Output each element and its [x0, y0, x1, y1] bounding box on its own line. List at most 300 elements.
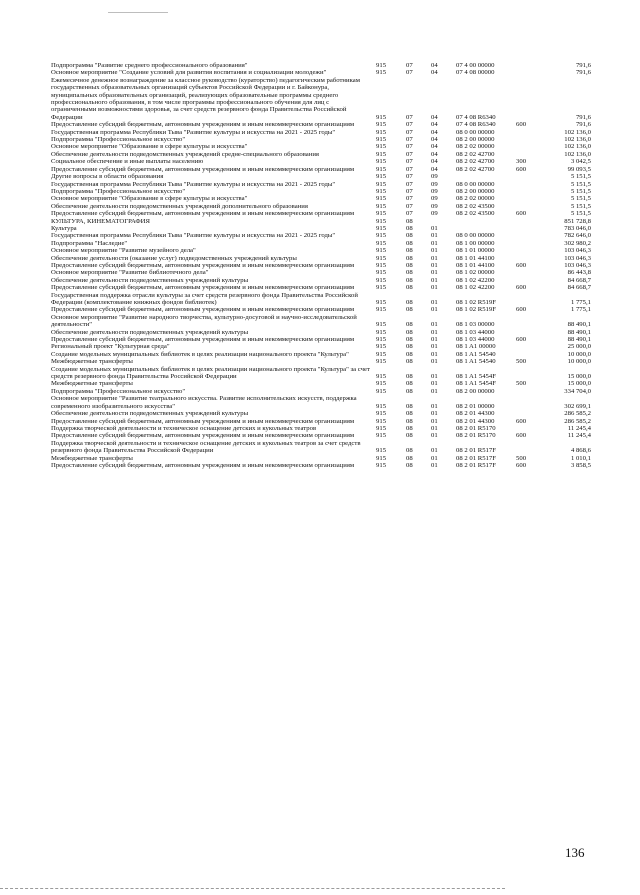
ministry-code: 915	[376, 143, 387, 151]
subsection-code: 09	[431, 173, 438, 181]
subsection-code: 04	[431, 136, 438, 144]
table-row	[51, 336, 591, 343]
expense-type-code	[516, 425, 542, 432]
expense-type-code	[516, 277, 542, 284]
budget-item-name: Подпрограмма "Профессиональное искусство"	[51, 136, 186, 144]
ministry-code: 915	[376, 461, 387, 469]
ministry-code: 915	[376, 202, 387, 210]
amount: 10 000,0	[567, 358, 591, 366]
amount: 15 000,0	[567, 373, 591, 381]
subsection-code: 01	[431, 454, 438, 462]
amount: 5 151,5	[570, 202, 591, 210]
subsection-code: 01	[431, 380, 438, 388]
expense-type-code	[516, 218, 542, 225]
budget-item-name: Подпрограмма "Развитие среднего профессионального образования"	[51, 62, 248, 69]
subsection-code: 04	[431, 158, 438, 166]
table-row	[51, 380, 591, 387]
target-article-code: 08 2 01 44300	[456, 417, 495, 425]
ministry-code: 915	[376, 321, 387, 329]
section-code: 07	[406, 136, 413, 144]
amount: 851 728,8	[564, 217, 591, 225]
amount: 5 151,5	[570, 173, 591, 181]
section-code: 08	[406, 276, 413, 284]
expense-type-code: 600	[516, 306, 527, 314]
subsection-code: 01	[431, 410, 438, 418]
subsection-code: 01	[431, 284, 438, 292]
target-article-code: 08 1 A1 00000	[456, 343, 496, 351]
table-row	[51, 225, 591, 232]
subsection-code: 04	[431, 113, 438, 121]
target-article-code	[456, 173, 516, 180]
amount: 286 585,2	[564, 410, 591, 418]
expense-type-code	[516, 314, 542, 329]
expense-type-code	[516, 188, 542, 195]
table-row	[51, 129, 591, 136]
target-article-code: 08 1 03 00000	[456, 321, 495, 329]
subsection-code: 04	[431, 69, 438, 77]
table-row	[51, 188, 591, 195]
section-code: 08	[406, 402, 413, 410]
expense-type-code: 600	[516, 284, 527, 292]
subsection-code: 01	[431, 306, 438, 314]
ministry-code: 915	[376, 128, 387, 136]
subsection-code: 01	[431, 276, 438, 284]
expense-type-code	[516, 366, 542, 381]
budget-item-name: Межбюджетные трансферты	[51, 454, 133, 462]
expense-type-code	[516, 69, 542, 76]
target-article-code: 08 1 03 44000	[456, 336, 495, 344]
budget-item-name: Межбюджетные трансферты	[51, 380, 133, 388]
section-code: 08	[406, 417, 413, 425]
section-code: 07	[406, 128, 413, 136]
amount: 102 136,0	[564, 136, 591, 144]
ministry-code: 915	[376, 328, 387, 336]
budget-item-name: Предоставление субсидий бюджетным, автономным учреждениям и иным некоммерческим организациям	[51, 261, 355, 269]
amount: 791,6	[575, 113, 591, 121]
section-code: 07	[406, 187, 413, 195]
budget-item-name: Предоставление субсидий бюджетным, автономным учреждениям и иным некоммерческим организациям	[51, 417, 355, 425]
table-row	[51, 62, 591, 69]
expense-type-code	[516, 151, 542, 158]
ministry-code: 915	[376, 62, 387, 69]
section-code: 07	[406, 195, 413, 203]
table-row	[51, 166, 591, 173]
target-article-code: 08 2 00 00000	[456, 187, 495, 195]
subsection-code: 01	[431, 358, 438, 366]
amount: 25 000,0	[567, 343, 591, 351]
table-row	[51, 462, 591, 469]
section-code: 07	[406, 121, 413, 129]
subsection-code: 09	[431, 180, 438, 188]
budget-item-name: Предоставление субсидий бюджетным, автономным учреждениям и иным некоммерческим организациям	[51, 165, 355, 173]
section-code: 08	[406, 239, 413, 247]
ministry-code: 915	[376, 217, 387, 225]
table-row	[51, 292, 591, 307]
target-article-code: 08 2 02 43500	[456, 210, 495, 218]
expense-type-code	[516, 292, 542, 307]
target-article-code: 08 2 01 R5170	[456, 424, 496, 432]
ministry-code: 915	[376, 269, 387, 277]
expense-type-code	[516, 255, 542, 262]
expense-type-code	[516, 77, 542, 121]
subsection-code: 09	[431, 202, 438, 210]
budget-item-name: Основное мероприятие "Развитие народного творчества, культурно-досуговой и научно-исследовательской деятельности"	[51, 313, 357, 329]
amount: 88 490,1	[567, 328, 591, 336]
table-row	[51, 240, 591, 247]
subsection-code: 01	[431, 373, 438, 381]
section-code: 08	[406, 380, 413, 388]
target-article-code: 08 1 02 00000	[456, 269, 495, 277]
subsection-code: 01	[431, 328, 438, 336]
expense-type-code: 600	[516, 165, 527, 173]
subsection-code: 01	[431, 247, 438, 255]
budget-table-body	[51, 62, 591, 469]
table-row	[51, 218, 591, 225]
table-row	[51, 151, 591, 158]
amount: 783 046,0	[564, 224, 591, 232]
amount: 11 245,4	[567, 424, 591, 432]
target-article-code: 08 2 02 42700	[456, 158, 495, 166]
budget-item-name: Основное мероприятие "Развитие музейного дела"	[51, 247, 196, 255]
ministry-code: 915	[376, 69, 387, 77]
subsection-code: 09	[431, 210, 438, 218]
section-code: 07	[406, 165, 413, 173]
ministry-code: 915	[376, 195, 387, 203]
budget-item-name: Предоставление субсидий бюджетным, автономным учреждениям и иным некоммерческим организациям	[51, 336, 355, 344]
budget-item-name: Предоставление субсидий бюджетным, автономным учреждениям и иным некоммерческим организациям	[51, 284, 355, 292]
table-row	[51, 232, 591, 239]
target-article-code: 08 1 02 42200	[456, 276, 495, 284]
expense-type-code	[516, 410, 542, 417]
expense-type-code	[516, 388, 542, 395]
amount: 5 151,5	[570, 187, 591, 195]
amount: 88 490,1	[567, 321, 591, 329]
budget-item-name: Обеспечение деятельности подведомственных учреждений культуры	[51, 276, 249, 284]
amount: 3 858,5	[570, 461, 591, 469]
amount: 102 136,0	[564, 143, 591, 151]
ministry-code: 915	[376, 136, 387, 144]
section-code: 08	[406, 306, 413, 314]
section-code: 08	[406, 461, 413, 469]
target-article-code: 08 2 02 00000	[456, 195, 495, 203]
amount: 103 046,3	[564, 261, 591, 269]
budget-item-name: Государственная поддержка отрасли культуры за счет средств резервного фонда Правительства Российской Федерации (комплектование книжных фондов библиотек)	[51, 291, 358, 306]
amount: 5 151,5	[570, 180, 591, 188]
expense-type-code	[516, 195, 542, 202]
ministry-code: 915	[376, 150, 387, 158]
amount: 286 585,2	[564, 417, 591, 425]
expense-type-code: 500	[516, 454, 527, 462]
subsection-code: 04	[431, 128, 438, 136]
expense-type-code	[516, 62, 542, 69]
subsection-code	[431, 218, 456, 225]
target-article-code: 08 1 02 42200	[456, 284, 495, 292]
section-code: 08	[406, 454, 413, 462]
amount: 791,6	[575, 121, 591, 129]
ministry-code: 915	[376, 432, 387, 440]
table-row	[51, 247, 591, 254]
budget-item-name: Основное мероприятие "Образование в сфере культуры и искусства"	[51, 143, 248, 151]
target-article-code: 08 2 02 42700	[456, 165, 495, 173]
table-row	[51, 314, 591, 329]
ministry-code: 915	[376, 158, 387, 166]
table-row	[51, 395, 591, 410]
ministry-code: 915	[376, 380, 387, 388]
budget-item-name: Обеспечение деятельности подведомственных учреждений культуры	[51, 410, 249, 418]
budget-item-name: Основное мероприятие "Создание условий для развития воспитания и социализации молодежи"	[51, 69, 327, 77]
table-row	[51, 306, 591, 313]
expense-type-code	[516, 225, 542, 232]
subsection-code: 01	[431, 321, 438, 329]
budget-item-name: Государственная программа Республики Тыва "Развитие культуры и искусства на 2021 - 2025 годы"	[51, 128, 336, 136]
budget-item-name: Подпрограмма "Профессиональное искусство"	[51, 387, 186, 395]
ministry-code: 915	[376, 454, 387, 462]
table-row	[51, 351, 591, 358]
table-row	[51, 121, 591, 128]
section-code: 08	[406, 387, 413, 395]
section-code: 08	[406, 232, 413, 240]
table-row	[51, 329, 591, 336]
amount: 3 042,5	[570, 158, 591, 166]
expense-type-code: 500	[516, 380, 527, 388]
section-code: 08	[406, 321, 413, 329]
section-code: 08	[406, 247, 413, 255]
budget-item-name: Межбюджетные трансферты	[51, 358, 133, 366]
target-article-code: 08 2 02 43500	[456, 202, 495, 210]
subsection-code: 01	[431, 299, 438, 306]
subsection-code: 04	[431, 143, 438, 151]
ministry-code: 915	[376, 373, 387, 381]
budget-item-name: Обеспечение деятельности подведомственных учреждений культуры	[51, 328, 249, 336]
budget-item-name: Обеспечение деятельности (оказание услуг) подведомственных учреждений культуры	[51, 254, 297, 262]
expense-type-code	[516, 173, 542, 180]
expense-type-code	[516, 232, 542, 239]
budget-item-name: Создание модельных муниципальных библиотек в целях реализации национального проекта "Культура" за счет средств резервного фонда Правительства Российской Федерации	[51, 365, 370, 381]
footer-rule	[0, 888, 505, 889]
subsection-code: 04	[431, 165, 438, 173]
amount: 88 490,1	[567, 336, 591, 344]
table-row	[51, 143, 591, 150]
ministry-code: 915	[376, 247, 387, 255]
budget-item-name: Подпрограмма "Профессиональное искусство"	[51, 187, 186, 195]
budget-table	[51, 62, 591, 469]
table-row	[51, 418, 591, 425]
table-row	[51, 203, 591, 210]
amount: 5 151,5	[570, 210, 591, 218]
section-code: 08	[406, 373, 413, 381]
target-article-code: 08 2 01 R517F	[456, 454, 496, 462]
target-article-code: 08 1 01 44100	[456, 261, 495, 269]
ministry-code: 915	[376, 121, 387, 129]
expense-type-code	[516, 440, 542, 455]
target-article-code: 08 2 01 44300	[456, 410, 495, 418]
table-row	[51, 173, 591, 180]
section-code: 08	[406, 224, 413, 232]
budget-item-name: Основное мероприятие "Развитие библиотечного дела"	[51, 269, 209, 277]
table-row	[51, 262, 591, 269]
expense-type-code	[516, 143, 542, 150]
target-article-code	[456, 218, 516, 225]
section-code: 07	[406, 113, 413, 121]
ministry-code: 915	[376, 350, 387, 358]
subsection-code: 01	[431, 261, 438, 269]
budget-item-name: Обеспечение деятельности подведомственных учреждений средне-специального образования	[51, 150, 320, 158]
expense-type-code: 500	[516, 358, 527, 366]
amount: 102 136,0	[564, 150, 591, 158]
expense-type-code: 600	[516, 121, 527, 129]
budget-item-name: Поддержка творческой деятельности и техническое оснащение детских и кукольных театров за счет средств резервного фонда Правительства Российской Федерации	[51, 439, 361, 455]
budget-item-name: Социальное обеспечение и иные выплаты населению	[51, 158, 204, 166]
expense-type-code	[516, 329, 542, 336]
expense-type-code	[516, 203, 542, 210]
section-code: 07	[406, 62, 413, 69]
budget-item-name: Государственная программа Республики Тыва "Развитие культуры и искусства на 2021 - 2025 годы"	[51, 232, 336, 240]
ministry-code: 915	[376, 276, 387, 284]
budget-item-name: Государственная программа Республики Тыва "Развитие культуры и искусства на 2021 - 2025 годы"	[51, 180, 336, 188]
expense-type-code: 600	[516, 261, 527, 269]
amount: 102 136,0	[564, 128, 591, 136]
amount: 791,6	[575, 69, 591, 77]
ministry-code: 915	[376, 306, 387, 314]
subsection-code: 01	[431, 447, 438, 455]
amount: 99 093,5	[567, 165, 591, 173]
ministry-code: 915	[376, 165, 387, 173]
table-row	[51, 210, 591, 217]
budget-item-name: Предоставление субсидий бюджетным, автономным учреждениям и иным некоммерческим организациям	[51, 121, 355, 129]
budget-item-name: Предоставление субсидий бюджетным, автономным учреждениям и иным некоммерческим организациям	[51, 461, 355, 469]
target-article-code: 07 4 08 R6340	[456, 113, 496, 121]
subsection-code: 01	[431, 336, 438, 344]
section-code: 08	[406, 410, 413, 418]
subsection-code: 01	[431, 343, 438, 351]
expense-type-code: 600	[516, 210, 527, 218]
section-code: 07	[406, 158, 413, 166]
target-article-code: 08 2 01 R517F	[456, 461, 496, 469]
ministry-code: 915	[376, 387, 387, 395]
section-code: 07	[406, 202, 413, 210]
ministry-code: 915	[376, 261, 387, 269]
target-article-code: 08 1 A1 54540	[456, 350, 496, 358]
table-row	[51, 284, 591, 291]
section-code: 08	[406, 328, 413, 336]
budget-item-name: Культура	[51, 224, 77, 232]
ministry-code: 915	[376, 254, 387, 262]
table-row	[51, 181, 591, 188]
subsection-code: 01	[431, 387, 438, 395]
ministry-code: 915	[376, 299, 387, 306]
amount: 15 000,0	[567, 380, 591, 388]
target-article-code	[456, 225, 516, 232]
budget-item-name: Другие вопросы в области образования	[51, 173, 164, 181]
target-article-code: 08 2 02 42700	[456, 150, 495, 158]
target-article-code: 08 1 02 R519F	[456, 299, 496, 306]
amount: 302 699,1	[564, 402, 591, 410]
table-row	[51, 425, 591, 432]
subsection-code: 04	[431, 62, 438, 69]
target-article-code: 08 1 A1 54540	[456, 358, 496, 366]
ministry-code: 915	[376, 424, 387, 432]
budget-item-name: Региональный проект "Культурная среда"	[51, 343, 170, 351]
expense-type-code	[516, 129, 542, 136]
target-article-code: 08 0 00 00000	[456, 128, 495, 136]
subsection-code: 01	[431, 417, 438, 425]
table-row	[51, 77, 591, 121]
target-article-code: 08 2 00 00000	[456, 136, 495, 144]
subsection-code: 01	[431, 224, 438, 232]
target-article-code: 08 0 00 00000	[456, 180, 495, 188]
amount: 334 704,0	[564, 387, 591, 395]
table-row	[51, 195, 591, 202]
amount: 103 046,3	[564, 247, 591, 255]
target-article-code: 08 1 03 44000	[456, 328, 495, 336]
target-article-code: 08 1 A1 5454F	[456, 380, 496, 388]
target-article-code: 08 0 00 00000	[456, 232, 495, 240]
table-row	[51, 432, 591, 439]
ministry-code: 915	[376, 417, 387, 425]
subsection-code: 04	[431, 121, 438, 129]
ministry-code: 915	[376, 224, 387, 232]
section-code: 07	[406, 69, 413, 77]
budget-item-name: Поддержка творческой деятельности и техническое оснащение детских и кукольных театров	[51, 424, 317, 432]
amount: 302 980,2	[564, 239, 591, 247]
budget-item-name: Предоставление субсидий бюджетным, автономным учреждениям и иным некоммерческим организациям	[51, 306, 355, 314]
expense-type-code: 600	[516, 432, 527, 440]
section-code: 08	[406, 432, 413, 440]
table-row	[51, 410, 591, 417]
table-row	[51, 136, 591, 143]
section-code: 08	[406, 447, 413, 455]
expense-type-code	[516, 269, 542, 276]
subsection-code: 01	[431, 350, 438, 358]
table-row	[51, 455, 591, 462]
section-code: 08	[406, 350, 413, 358]
expense-type-code	[516, 351, 542, 358]
ministry-code: 915	[376, 402, 387, 410]
target-article-code: 08 1 A1 5454F	[456, 373, 496, 381]
ministry-code: 915	[376, 358, 387, 366]
ministry-code: 915	[376, 187, 387, 195]
target-article-code: 08 2 01 00000	[456, 402, 495, 410]
section-code: 08	[406, 299, 413, 306]
section-code: 08	[406, 269, 413, 277]
table-row	[51, 343, 591, 350]
amount: 791,6	[575, 62, 591, 69]
section-code: 08	[406, 217, 413, 225]
amount: 782 646,0	[564, 232, 591, 240]
target-article-code: 08 1 02 R519F	[456, 306, 496, 314]
subsection-code: 01	[431, 239, 438, 247]
amount: 5 151,5	[570, 195, 591, 203]
ministry-code: 915	[376, 343, 387, 351]
target-article-code: 07 4 08 R6340	[456, 121, 496, 129]
expense-type-code: 600	[516, 336, 527, 344]
subsection-code: 01	[431, 461, 438, 469]
ministry-code: 915	[376, 232, 387, 240]
budget-item-name: КУЛЬТУРА, КИНЕМАТОГРАФИЯ	[51, 217, 150, 225]
ministry-code: 915	[376, 173, 387, 181]
budget-item-name: Создание модельных муниципальных библиотек в целях реализации национального проекта "Культура"	[51, 350, 349, 358]
page-number: 136	[565, 845, 585, 860]
table-row	[51, 158, 591, 165]
section-code: 08	[406, 261, 413, 269]
expense-type-code	[516, 136, 542, 143]
section-code: 07	[406, 210, 413, 218]
ministry-code: 915	[376, 180, 387, 188]
ministry-code: 915	[376, 410, 387, 418]
expense-type-code	[516, 343, 542, 350]
ministry-code: 915	[376, 210, 387, 218]
amount: 4 868,6	[570, 447, 591, 455]
